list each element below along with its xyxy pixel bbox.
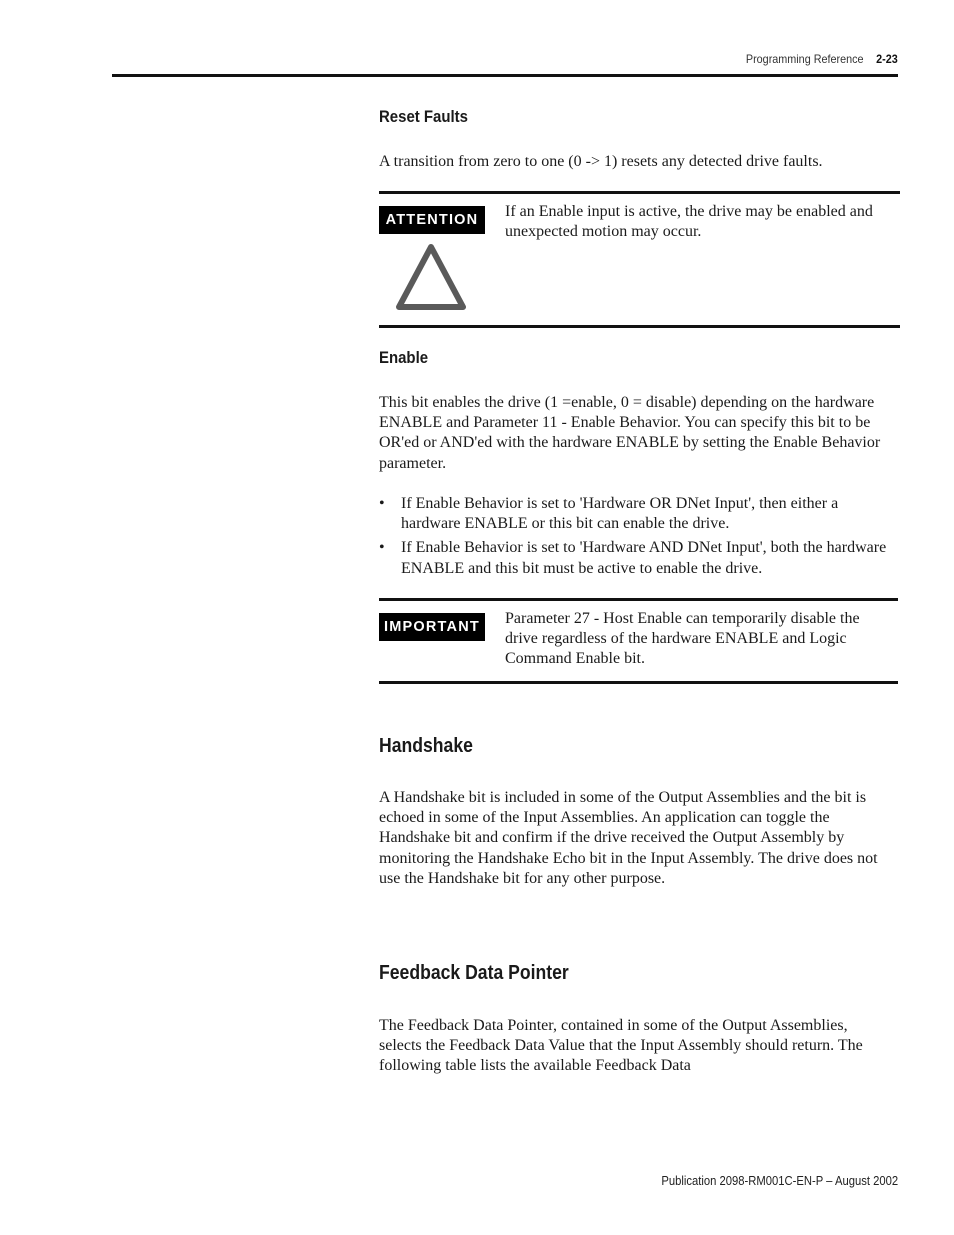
important-label: IMPORTANT xyxy=(379,613,485,641)
attention-bottom-rule xyxy=(379,325,900,328)
attention-label: ATTENTION xyxy=(379,206,485,234)
publication-footer: Publication 2098-RM001C-EN-P – August 2002 xyxy=(661,1174,898,1188)
heading-enable: Enable xyxy=(379,348,429,367)
important-bottom-rule xyxy=(379,681,898,684)
bullet-text-hardware-or: If Enable Behavior is set to 'Hardware OR DNet Input', then either a hardware ENABLE or this bit can enable the drive. xyxy=(401,495,839,533)
page-number: 2-23 xyxy=(876,52,898,66)
enable-body: This bit enables the drive (1 =enable, 0 = disable) depending on the hardware ENABLE and Parameter 11 - Enable Behavior. You can specify this bit to be OR'ed or AND'ed with the hardware ENABLE by setting the Enable Behavior parameter. xyxy=(379,394,881,472)
attention-text: If an Enable input is active, the drive may be enabled and unexpected motion may occur. xyxy=(505,203,873,241)
heading-handshake: Handshake xyxy=(379,735,473,757)
enable-bullet-list xyxy=(379,494,897,583)
feedback-body: The Feedback Data Pointer, contained in some of the Output Assemblies, selects the Feedback Data Value that the Input Assembly should return. The following table lists the available Feedback Data xyxy=(379,1017,863,1075)
running-header xyxy=(746,52,898,66)
reset-faults-body: A transition from zero to one (0 -> 1) resets any detected drive faults. xyxy=(379,153,823,170)
bullet-text-hardware-and: If Enable Behavior is set to 'Hardware AND DNet Input', both the hardware ENABLE and this bit must be active to enable the drive. xyxy=(401,539,887,577)
list-item: • If Enable Behavior is set to 'Hardware AND DNet Input', both the hardware ENABLE and this bit must be active to enable the drive. xyxy=(379,539,887,577)
important-text: Parameter 27 - Host Enable can temporarily disable the drive regardless of the hardware ENABLE and Logic Command Enable bit. xyxy=(505,610,860,668)
important-top-rule xyxy=(379,598,898,601)
heading-reset-faults: Reset Faults xyxy=(379,107,468,126)
header-section-title: Programming Reference xyxy=(746,52,864,66)
list-item: • If Enable Behavior is set to 'Hardware OR DNet Input', then either a hardware ENABLE or this bit can enable the drive. xyxy=(379,495,839,533)
handshake-body: A Handshake bit is included in some of the Output Assemblies and the bit is echoed in some of the Input Assemblies. An application can toggle the Handshake bit and confirm if the drive received the Output Assembly by monitoring the Handshake Echo bit in the Input Assembly. The drive does not use the Handshake bit for any other purpose. xyxy=(379,789,878,887)
warning-triangle-icon xyxy=(393,241,469,313)
header-rule xyxy=(112,74,898,77)
heading-feedback-data-pointer: Feedback Data Pointer xyxy=(379,962,569,984)
attention-top-rule xyxy=(379,191,900,194)
